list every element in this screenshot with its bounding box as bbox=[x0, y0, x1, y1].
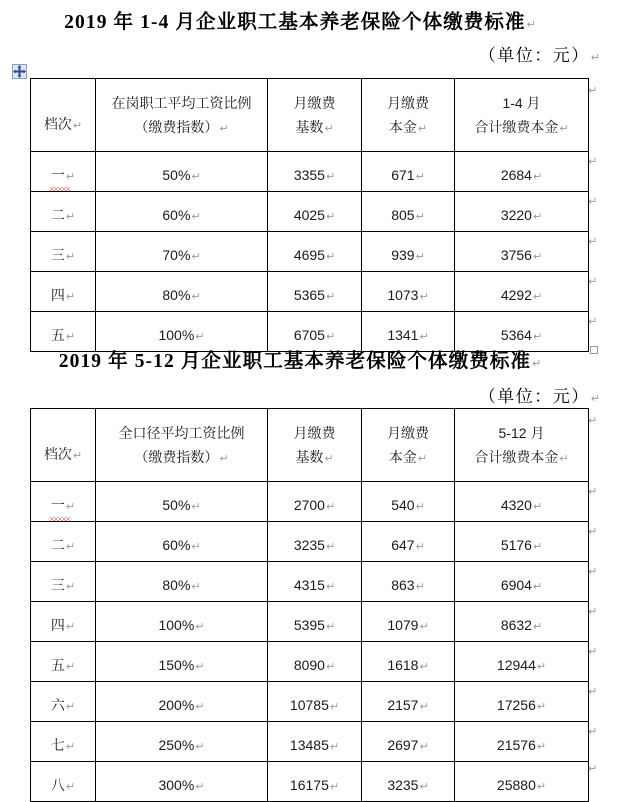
paragraph-mark: ↵ bbox=[419, 779, 429, 793]
contribution-table-jan-apr bbox=[30, 78, 589, 352]
col-header-rank: 档次↵ bbox=[31, 79, 96, 152]
cell-monthly-base: 6705↵ bbox=[268, 312, 362, 352]
cell-rank: 一↵ bbox=[31, 152, 96, 192]
cell-total-principal: 3756↵ bbox=[455, 232, 589, 272]
paragraph-mark: ↵ bbox=[65, 659, 76, 673]
paragraph-mark: ↵ bbox=[588, 485, 598, 498]
paragraph-mark: ↵ bbox=[532, 329, 543, 343]
cell-wage-ratio: 100%↵ bbox=[96, 602, 268, 642]
paragraph-mark: ↵ bbox=[325, 249, 336, 263]
paragraph-mark: ↵ bbox=[195, 739, 205, 753]
paragraph-mark: ↵ bbox=[329, 779, 340, 793]
paragraph-mark: ↵ bbox=[588, 315, 598, 328]
cell-wage-ratio: 150%↵ bbox=[96, 642, 268, 682]
title-text: 2019 年 1-4 月企业职工基本养老保险个体缴费标准 bbox=[64, 12, 526, 33]
paragraph-mark: ↵ bbox=[526, 18, 536, 31]
paragraph-mark: ↵ bbox=[65, 499, 76, 513]
unit-note-text: （单位：元） bbox=[478, 46, 590, 65]
cell-total-principal: 5176↵ bbox=[455, 522, 589, 562]
cell-monthly-principal: 647↵ bbox=[362, 522, 455, 562]
paragraph-mark: ↵ bbox=[419, 329, 429, 343]
paragraph-mark: ↵ bbox=[536, 739, 547, 753]
paragraph-mark: ↵ bbox=[325, 499, 336, 513]
cell-rank: 七↵ bbox=[31, 722, 96, 762]
table-header bbox=[31, 409, 589, 482]
table-row bbox=[31, 192, 589, 232]
cell-total-principal: 17256↵ bbox=[455, 682, 589, 722]
contribution-table-may-dec bbox=[30, 408, 589, 802]
paragraph-mark: ↵ bbox=[325, 579, 336, 593]
cell-wage-ratio: 60%↵ bbox=[96, 192, 268, 232]
paragraph-mark: ↵ bbox=[65, 619, 76, 633]
paragraph-mark: ↵ bbox=[219, 452, 229, 465]
paragraph-mark: ↵ bbox=[72, 118, 83, 132]
paragraph-mark: ↵ bbox=[195, 329, 205, 343]
paragraph-mark: ↵ bbox=[536, 779, 547, 793]
cell-total-principal: 4320↵ bbox=[455, 482, 589, 522]
paragraph-mark: ↵ bbox=[417, 452, 428, 465]
cell-total-principal: 12944↵ bbox=[455, 642, 589, 682]
paragraph-mark: ↵ bbox=[532, 579, 543, 593]
cell-total-principal: 4292↵ bbox=[455, 272, 589, 312]
paragraph-mark: ↵ bbox=[195, 779, 205, 793]
paragraph-mark: ↵ bbox=[329, 699, 340, 713]
cell-rank: 三↵ bbox=[31, 232, 96, 272]
paragraph-mark: ↵ bbox=[415, 539, 425, 553]
cell-monthly-principal: 671↵ bbox=[362, 152, 455, 192]
header-row bbox=[31, 79, 589, 152]
cell-total-principal: 25880↵ bbox=[455, 762, 589, 802]
paragraph-mark: ↵ bbox=[325, 169, 336, 183]
cell-wage-ratio: 300%↵ bbox=[96, 762, 268, 802]
paragraph-mark: ↵ bbox=[419, 289, 429, 303]
cell-total-principal: 3220↵ bbox=[455, 192, 589, 232]
cell-monthly-principal: 3235↵ bbox=[362, 762, 455, 802]
paragraph-mark: ↵ bbox=[532, 169, 543, 183]
cell-rank: 五↵ bbox=[31, 312, 96, 352]
unit-note-second-table bbox=[479, 382, 600, 407]
paragraph-mark: ↵ bbox=[419, 739, 429, 753]
paragraph-mark: ↵ bbox=[191, 579, 201, 593]
paragraph-mark: ↵ bbox=[72, 448, 83, 462]
paragraph-mark: ↵ bbox=[588, 525, 598, 538]
cell-total-principal: 21576↵ bbox=[455, 722, 589, 762]
paragraph-mark: ↵ bbox=[588, 235, 598, 248]
paragraph-mark: ↵ bbox=[590, 51, 600, 64]
page-title-first-table bbox=[0, 6, 600, 34]
cell-monthly-principal: 1079↵ bbox=[362, 602, 455, 642]
paragraph-mark: ↵ bbox=[532, 619, 543, 633]
cell-wage-ratio: 80%↵ bbox=[96, 562, 268, 602]
paragraph-mark: ↵ bbox=[419, 699, 429, 713]
cell-wage-ratio: 250%↵ bbox=[96, 722, 268, 762]
col-header-monthly-base: 月缴费 基数↵ bbox=[268, 409, 362, 482]
paragraph-mark: ↵ bbox=[415, 209, 425, 223]
cell-rank: 六↵ bbox=[31, 682, 96, 722]
cell-monthly-principal: 863↵ bbox=[362, 562, 455, 602]
paragraph-mark: ↵ bbox=[191, 249, 201, 263]
paragraph-mark: ↵ bbox=[325, 209, 336, 223]
paragraph-mark: ↵ bbox=[588, 605, 598, 618]
table-body bbox=[31, 152, 589, 352]
paragraph-mark: ↵ bbox=[195, 699, 205, 713]
col-header-total-principal: 5-12 月 合计缴费本金↵ bbox=[455, 409, 589, 482]
cell-wage-ratio: 50%↵ bbox=[96, 482, 268, 522]
table-header bbox=[31, 79, 589, 152]
col-header-wage-ratio: 全口径平均工资比例 （缴费指数）↵ bbox=[96, 409, 268, 482]
cell-total-principal: 5364↵ bbox=[455, 312, 589, 352]
paragraph-mark: ↵ bbox=[325, 659, 336, 673]
table-row bbox=[31, 602, 589, 642]
cell-monthly-principal: 1073↵ bbox=[362, 272, 455, 312]
title-text: 2019 年 5-12 月企业职工基本养老保险个体缴费标准 bbox=[58, 351, 532, 372]
unit-note-text: （单位：元） bbox=[478, 387, 590, 406]
page-title-second-table bbox=[0, 345, 600, 373]
cell-rank: 二↵ bbox=[31, 192, 96, 232]
cell-monthly-base: 5395↵ bbox=[268, 602, 362, 642]
cell-monthly-principal: 1618↵ bbox=[362, 642, 455, 682]
paragraph-mark: ↵ bbox=[65, 169, 76, 183]
table-row bbox=[31, 722, 589, 762]
paragraph-mark: ↵ bbox=[65, 329, 76, 343]
paragraph-mark: ↵ bbox=[65, 249, 76, 263]
cell-monthly-base: 8090↵ bbox=[268, 642, 362, 682]
paragraph-mark: ↵ bbox=[65, 699, 76, 713]
cell-wage-ratio: 70%↵ bbox=[96, 232, 268, 272]
paragraph-mark: ↵ bbox=[191, 539, 201, 553]
paragraph-mark: ↵ bbox=[65, 579, 76, 593]
paragraph-mark: ↵ bbox=[536, 659, 547, 673]
paragraph-mark: ↵ bbox=[219, 122, 229, 135]
paragraph-mark: ↵ bbox=[590, 392, 600, 405]
cell-wage-ratio: 100%↵ bbox=[96, 312, 268, 352]
paragraph-mark: ↵ bbox=[588, 275, 598, 288]
cell-rank: 八↵ bbox=[31, 762, 96, 802]
paragraph-mark: ↵ bbox=[415, 579, 425, 593]
table-row bbox=[31, 272, 589, 312]
table-row bbox=[31, 232, 589, 272]
paragraph-mark: ↵ bbox=[588, 565, 598, 578]
paragraph-mark: ↵ bbox=[588, 725, 598, 738]
cell-monthly-principal: 805↵ bbox=[362, 192, 455, 232]
paragraph-mark: ↵ bbox=[191, 169, 201, 183]
paragraph-mark: ↵ bbox=[324, 122, 334, 135]
paragraph-mark: ↵ bbox=[191, 209, 201, 223]
paragraph-mark: ↵ bbox=[65, 739, 76, 753]
paragraph-mark: ↵ bbox=[588, 84, 598, 97]
cell-wage-ratio: 60%↵ bbox=[96, 522, 268, 562]
paragraph-mark: ↵ bbox=[588, 155, 598, 168]
col-header-total-principal: 1-4 月 合计缴费本金↵ bbox=[455, 79, 589, 152]
cell-wage-ratio: 80%↵ bbox=[96, 272, 268, 312]
cell-monthly-base: 16175↵ bbox=[268, 762, 362, 802]
table-row bbox=[31, 562, 589, 602]
paragraph-mark: ↵ bbox=[325, 329, 336, 343]
cell-wage-ratio: 50%↵ bbox=[96, 152, 268, 192]
paragraph-mark: ↵ bbox=[195, 619, 205, 633]
paragraph-mark: ↵ bbox=[324, 452, 334, 465]
paragraph-mark: ↵ bbox=[532, 499, 543, 513]
col-header-monthly-principal: 月缴费 本金↵ bbox=[362, 409, 455, 482]
paragraph-mark: ↵ bbox=[532, 209, 543, 223]
table-row bbox=[31, 522, 589, 562]
paragraph-mark: ↵ bbox=[532, 357, 542, 370]
cell-monthly-base: 2700↵ bbox=[268, 482, 362, 522]
cell-monthly-principal: 2697↵ bbox=[362, 722, 455, 762]
table-row bbox=[31, 682, 589, 722]
paragraph-mark: ↵ bbox=[415, 249, 425, 263]
paragraph-mark: ↵ bbox=[65, 779, 76, 793]
cell-rank: 四↵ bbox=[31, 602, 96, 642]
table-body bbox=[31, 482, 589, 802]
paragraph-mark: ↵ bbox=[65, 539, 76, 553]
cell-rank: 三↵ bbox=[31, 562, 96, 602]
cell-rank: 二↵ bbox=[31, 522, 96, 562]
cell-monthly-base: 10785↵ bbox=[268, 682, 362, 722]
table-row bbox=[31, 762, 589, 802]
cell-monthly-base: 4315↵ bbox=[268, 562, 362, 602]
paragraph-mark: ↵ bbox=[325, 619, 336, 633]
paragraph-mark: ↵ bbox=[195, 659, 205, 673]
cell-total-principal: 2684↵ bbox=[455, 152, 589, 192]
paragraph-mark: ↵ bbox=[588, 414, 598, 427]
cell-monthly-base: 5365↵ bbox=[268, 272, 362, 312]
cell-rank: 五↵ bbox=[31, 642, 96, 682]
cell-total-principal: 6904↵ bbox=[455, 562, 589, 602]
header-row bbox=[31, 409, 589, 482]
paragraph-mark: ↵ bbox=[588, 645, 598, 658]
paragraph-mark: ↵ bbox=[532, 539, 543, 553]
paragraph-mark: ↵ bbox=[532, 289, 543, 303]
paragraph-mark: ↵ bbox=[419, 659, 429, 673]
paragraph-mark: ↵ bbox=[588, 195, 598, 208]
paragraph-mark: ↵ bbox=[65, 209, 76, 223]
cell-wage-ratio: 200%↵ bbox=[96, 682, 268, 722]
paragraph-mark: ↵ bbox=[415, 499, 425, 513]
cell-monthly-principal: 540↵ bbox=[362, 482, 455, 522]
paragraph-mark: ↵ bbox=[329, 739, 340, 753]
paragraph-mark: ↵ bbox=[559, 452, 569, 465]
cell-monthly-base: 3355↵ bbox=[268, 152, 362, 192]
unit-note-first-table bbox=[479, 41, 600, 66]
col-header-monthly-base: 月缴费 基数↵ bbox=[268, 79, 362, 152]
cell-rank: 四↵ bbox=[31, 272, 96, 312]
paragraph-mark: ↵ bbox=[191, 289, 201, 303]
cell-monthly-base: 13485↵ bbox=[268, 722, 362, 762]
col-header-rank: 档次↵ bbox=[31, 409, 96, 482]
cell-rank: 一↵ bbox=[31, 482, 96, 522]
paragraph-mark: ↵ bbox=[417, 122, 428, 135]
paragraph-mark: ↵ bbox=[65, 289, 76, 303]
cell-total-principal: 8632↵ bbox=[455, 602, 589, 642]
object-anchor-icon bbox=[590, 346, 598, 354]
paragraph-mark: ↵ bbox=[588, 685, 598, 698]
table-row bbox=[31, 642, 589, 682]
table-row bbox=[31, 482, 589, 522]
paragraph-mark: ↵ bbox=[325, 289, 336, 303]
paragraph-mark: ↵ bbox=[325, 539, 336, 553]
cell-monthly-principal: 939↵ bbox=[362, 232, 455, 272]
table-row bbox=[31, 152, 589, 192]
paragraph-mark: ↵ bbox=[559, 122, 569, 135]
col-header-wage-ratio: 在岗职工平均工资比例 （缴费指数）↵ bbox=[96, 79, 268, 152]
cell-monthly-base: 4695↵ bbox=[268, 232, 362, 272]
cell-monthly-principal: 2157↵ bbox=[362, 682, 455, 722]
cell-monthly-base: 3235↵ bbox=[268, 522, 362, 562]
paragraph-mark: ↵ bbox=[588, 762, 598, 775]
paragraph-mark: ↵ bbox=[415, 169, 425, 183]
cell-monthly-principal: 1341↵ bbox=[362, 312, 455, 352]
table-move-handle-icon[interactable] bbox=[12, 64, 27, 79]
cell-monthly-base: 4025↵ bbox=[268, 192, 362, 232]
col-header-monthly-principal: 月缴费 本金↵ bbox=[362, 79, 455, 152]
paragraph-mark: ↵ bbox=[536, 699, 547, 713]
paragraph-mark: ↵ bbox=[419, 619, 429, 633]
paragraph-mark: ↵ bbox=[532, 249, 543, 263]
paragraph-mark: ↵ bbox=[191, 499, 201, 513]
